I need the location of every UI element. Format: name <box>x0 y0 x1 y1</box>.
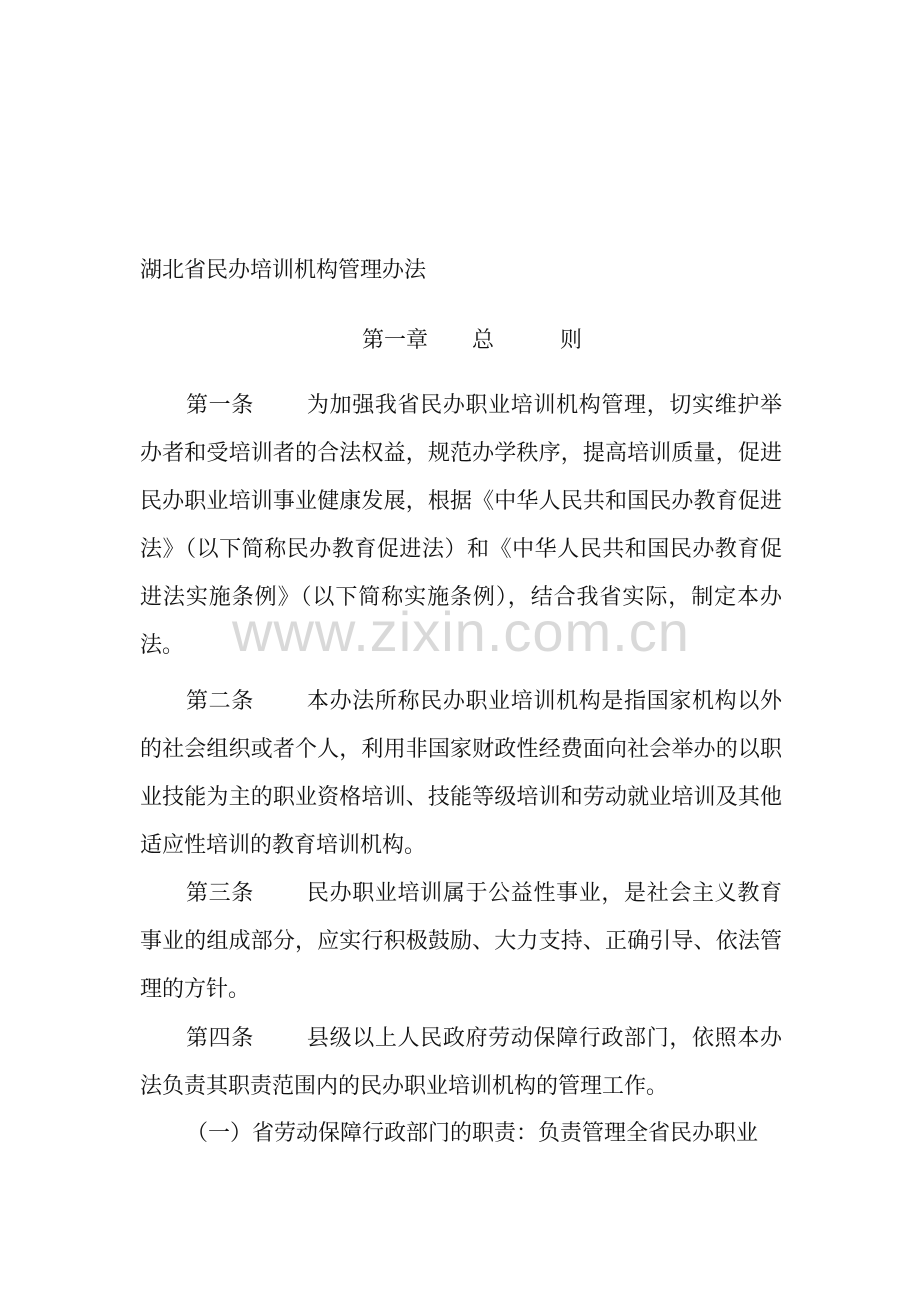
chapter-heading: 第一章 总 则 <box>362 328 583 353</box>
document-title: 湖北省民办培训机构管理办法 <box>140 258 427 283</box>
article-1 <box>140 382 782 670</box>
article-4-text: 县级以上人民政府劳动保障行政部门，依照本办法负责其职责范围内的民办职业培训机构的管理工作。 <box>140 1026 782 1099</box>
article-3-label: 第三条 <box>186 881 254 906</box>
article-3-text: 民办职业培训属于公益性事业，是社会主义教育事业的组成部分，应实行积极鼓励、大力支持、正确引导、依法管理的方针。 <box>140 881 782 1002</box>
article-1-label: 第一条 <box>186 393 254 418</box>
clause-1-text: （一）省劳动保障行政部门的职责：负责管理全省民办职业 <box>186 1121 759 1146</box>
watermark: www.zixin.com.cn <box>232 600 690 663</box>
article-2-text: 本办法所称民办职业培训机构是指国家机构以外的社会组织或者个人，利用非国家财政性经费面向社会举办的以职业技能为主的职业资格培训、技能等级培训和劳动就业培训及其他适应性培训的教育培训机构。 <box>140 689 782 858</box>
article-3 <box>140 870 782 1014</box>
article-2 <box>140 678 782 870</box>
article-1-text: 为加强我省民办职业培训机构管理，切实维护举办者和受培训者的合法权益，规范办学秩序，提高培训质量，促进民办职业培训事业健康发展，根据《中华人民共和国民办教育促进法》（以下简称民办教育促进法）和《中华人民共和国民办教育促进法实施条例》（以下简称实施条例），结合我省实际，制定本办法。 <box>140 393 782 658</box>
clause-1 <box>140 1110 782 1158</box>
article-2-label: 第二条 <box>186 689 254 714</box>
article-4-label: 第四条 <box>186 1026 254 1051</box>
article-4 <box>140 1015 782 1111</box>
